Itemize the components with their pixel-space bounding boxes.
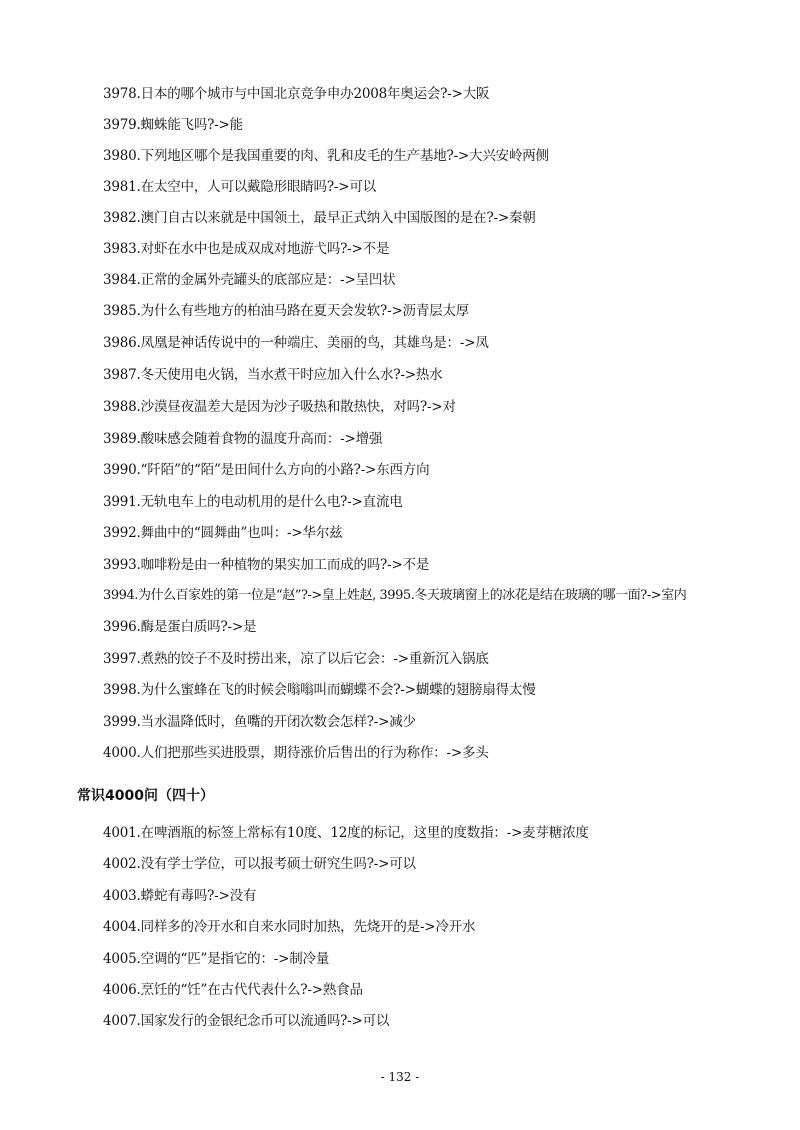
qa-item-3997: 3997.煮熟的饺子不及时捞出来，凉了以后它会：->重新沉入锅底: [103, 651, 489, 667]
qa-item-3978: 3978.日本的哪个城市与中国北京竞争申办2008年奥运会?->大阪: [103, 86, 490, 102]
qa-item-3983: 3983.对虾在水中也是成双成对地游弋吗?->不是: [103, 241, 390, 257]
qa-item-3991: 3991.无轨电车上的电动机用的是什么电?->直流电: [103, 494, 403, 510]
qa-item-4004: 4004.同样多的冷开水和自来水同时加热，先烧开的是->冷开水: [103, 919, 476, 935]
qa-item-3992: 3992.舞曲中的“圆舞曲”也叫：->华尔兹: [103, 525, 343, 541]
qa-item-3994: 3994.为什么百家姓的第一位是“赵”?->皇上姓赵, 3995.冬天玻璃窗上的冰花是结在玻璃的哪一面?->室内: [103, 588, 687, 603]
qa-item-4005: 4005.空调的“匹”是指它的：->制冷量: [103, 951, 330, 967]
qa-item-4001: 4001.在啤酒瓶的标签上常标有10度、12度的标记，这里的度数指：->麦芽糖浓度: [103, 825, 589, 841]
section-heading: 常识4000问（四十）: [77, 788, 214, 804]
qa-item-3990: 3990.“阡陌”的“陌”是田间什么方向的小路?->东西方向: [103, 462, 430, 478]
qa-item-3981: 3981.在太空中，人可以戴隐形眼睛吗?->可以: [103, 179, 376, 195]
qa-item-3999: 3999.当水温降低时，鱼嘴的开闭次数会怎样?->减少: [103, 714, 416, 730]
qa-item-4006: 4006.烹饪的“饪”在古代代表什么?->熟食品: [103, 982, 363, 998]
qa-item-3982: 3982.澳门自古以来就是中国领土，最早正式纳入中国版图的是在?->秦朝: [103, 210, 536, 226]
qa-item-3988: 3988.沙漠昼夜温差大是因为沙子吸热和散热快，对吗?->对: [103, 399, 456, 415]
qa-item-4007: 4007.国家发行的金银纪念币可以流通吗?->可以: [103, 1013, 390, 1029]
qa-item-3979: 3979.蜘蛛能飞吗?->能: [103, 117, 243, 133]
qa-item-3986: 3986.凤凰是神话传说中的一种端庄、美丽的鸟，其雄鸟是：->凤: [103, 335, 489, 351]
qa-item-4000: 4000.人们把那些买进股票，期待涨价后售出的行为称作：->多头: [103, 745, 489, 761]
qa-item-3987: 3987.冬天使用电火锅，当水煮干时应加入什么水?->热水: [103, 367, 443, 383]
qa-item-3993: 3993.咖啡粉是由一种植物的果实加工而成的吗?->不是: [103, 557, 430, 573]
qa-item-3998: 3998.为什么蜜蜂在飞的时候会嗡嗡叫而蝴蝶不会?->蝴蝶的翅膀扇得太慢: [103, 682, 536, 698]
qa-item-3989: 3989.酸味感会随着食物的温度升高而：->增强: [103, 431, 383, 447]
qa-item-4002: 4002.没有学士学位，可以报考硕士研究生吗?->可以: [103, 856, 416, 872]
page-number: - 132 -: [380, 1070, 420, 1084]
qa-item-3996: 3996.酶是蛋白质吗?->是: [103, 619, 257, 635]
qa-item-3984: 3984.正常的金属外壳罐头的底部应是：->呈凹状: [103, 272, 396, 288]
qa-item-4003: 4003.蟒蛇有毒吗?->没有: [103, 888, 257, 904]
qa-item-3980: 3980.下列地区哪个是我国重要的肉、乳和皮毛的生产基地?->大兴安岭两侧: [103, 148, 549, 164]
qa-item-3985: 3985.为什么有些地方的柏油马路在夏天会发软?->沥青层太厚: [103, 303, 470, 319]
